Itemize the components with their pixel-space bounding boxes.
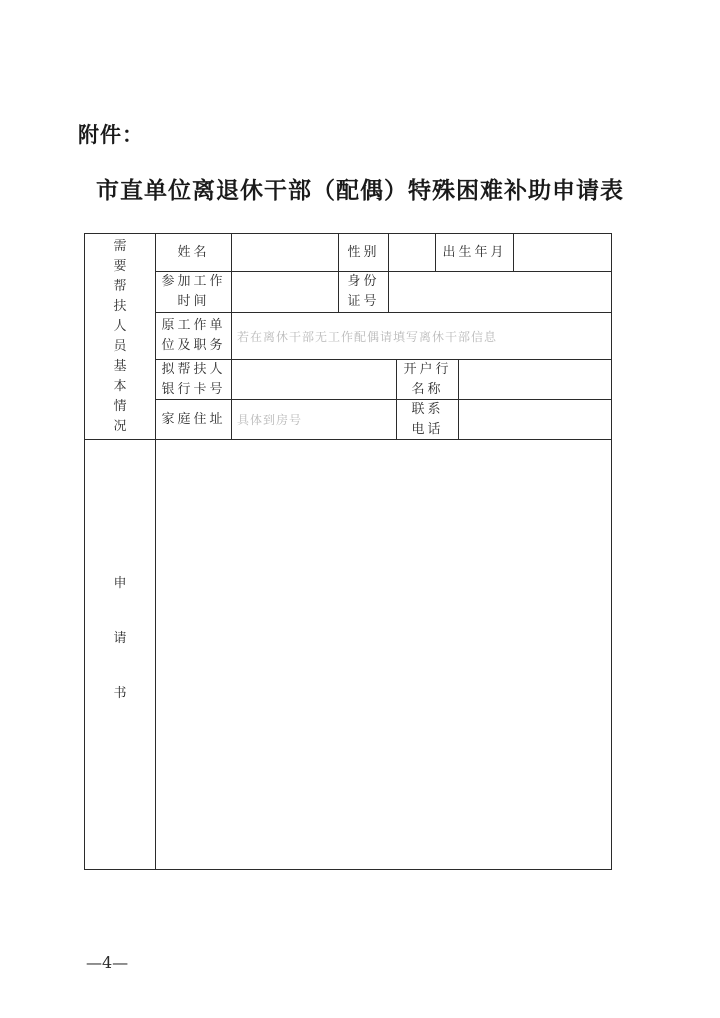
section-char: 需 [113, 238, 127, 254]
section-char: 况 [113, 418, 127, 434]
original-unit-label: 原工作单 位及职务 [161, 318, 226, 353]
section-char: 本 [113, 378, 127, 394]
bank-name-field[interactable] [459, 360, 610, 399]
phone-label: 联系 电话 [411, 401, 444, 437]
id-number-label: 身份 证号 [347, 274, 380, 309]
section-char: 扶 [113, 298, 127, 314]
section-char: 基 [113, 358, 127, 374]
birth-date-field[interactable] [514, 234, 610, 271]
section-char: 帮 [113, 278, 127, 294]
document-title: 市直单位离退休干部（配偶）特殊困难补助申请表 [96, 177, 624, 204]
original-unit-field[interactable]: 若在离休干部无工作配偶请填写离休干部信息 [237, 329, 498, 344]
section-char: 人 [113, 318, 127, 334]
name-label: 姓名 [177, 244, 210, 260]
bank-card-field[interactable] [232, 360, 396, 399]
id-number-field[interactable] [389, 272, 610, 312]
work-start-field[interactable] [232, 272, 338, 312]
section-application-label [85, 534, 155, 734]
page-number: —4— [86, 953, 129, 972]
bank-card-label: 拟帮扶人 银行卡号 [161, 361, 226, 397]
work-start-label: 参加工作 时间 [161, 274, 226, 309]
section-basic-info-label [85, 234, 155, 439]
gender-field[interactable] [389, 234, 435, 271]
address-field[interactable]: 具体到房号 [237, 413, 303, 427]
birth-date-label: 出生年月 [442, 244, 507, 260]
attachment-label: 附件： [78, 123, 144, 147]
section-char: 员 [113, 338, 127, 354]
bank-name-label: 开户行 名称 [403, 361, 452, 397]
gender-label: 性别 [347, 244, 380, 260]
application-form-table [84, 233, 612, 870]
phone-field[interactable] [459, 400, 610, 439]
address-label: 家庭住址 [161, 411, 226, 427]
section-char: 情 [113, 398, 127, 414]
application-text-area[interactable] [156, 440, 611, 868]
section-char: 请 [113, 631, 127, 646]
section-char: 书 [113, 686, 127, 701]
section-char: 要 [113, 258, 127, 274]
section-char: 申 [113, 576, 127, 591]
name-field[interactable] [232, 234, 338, 271]
